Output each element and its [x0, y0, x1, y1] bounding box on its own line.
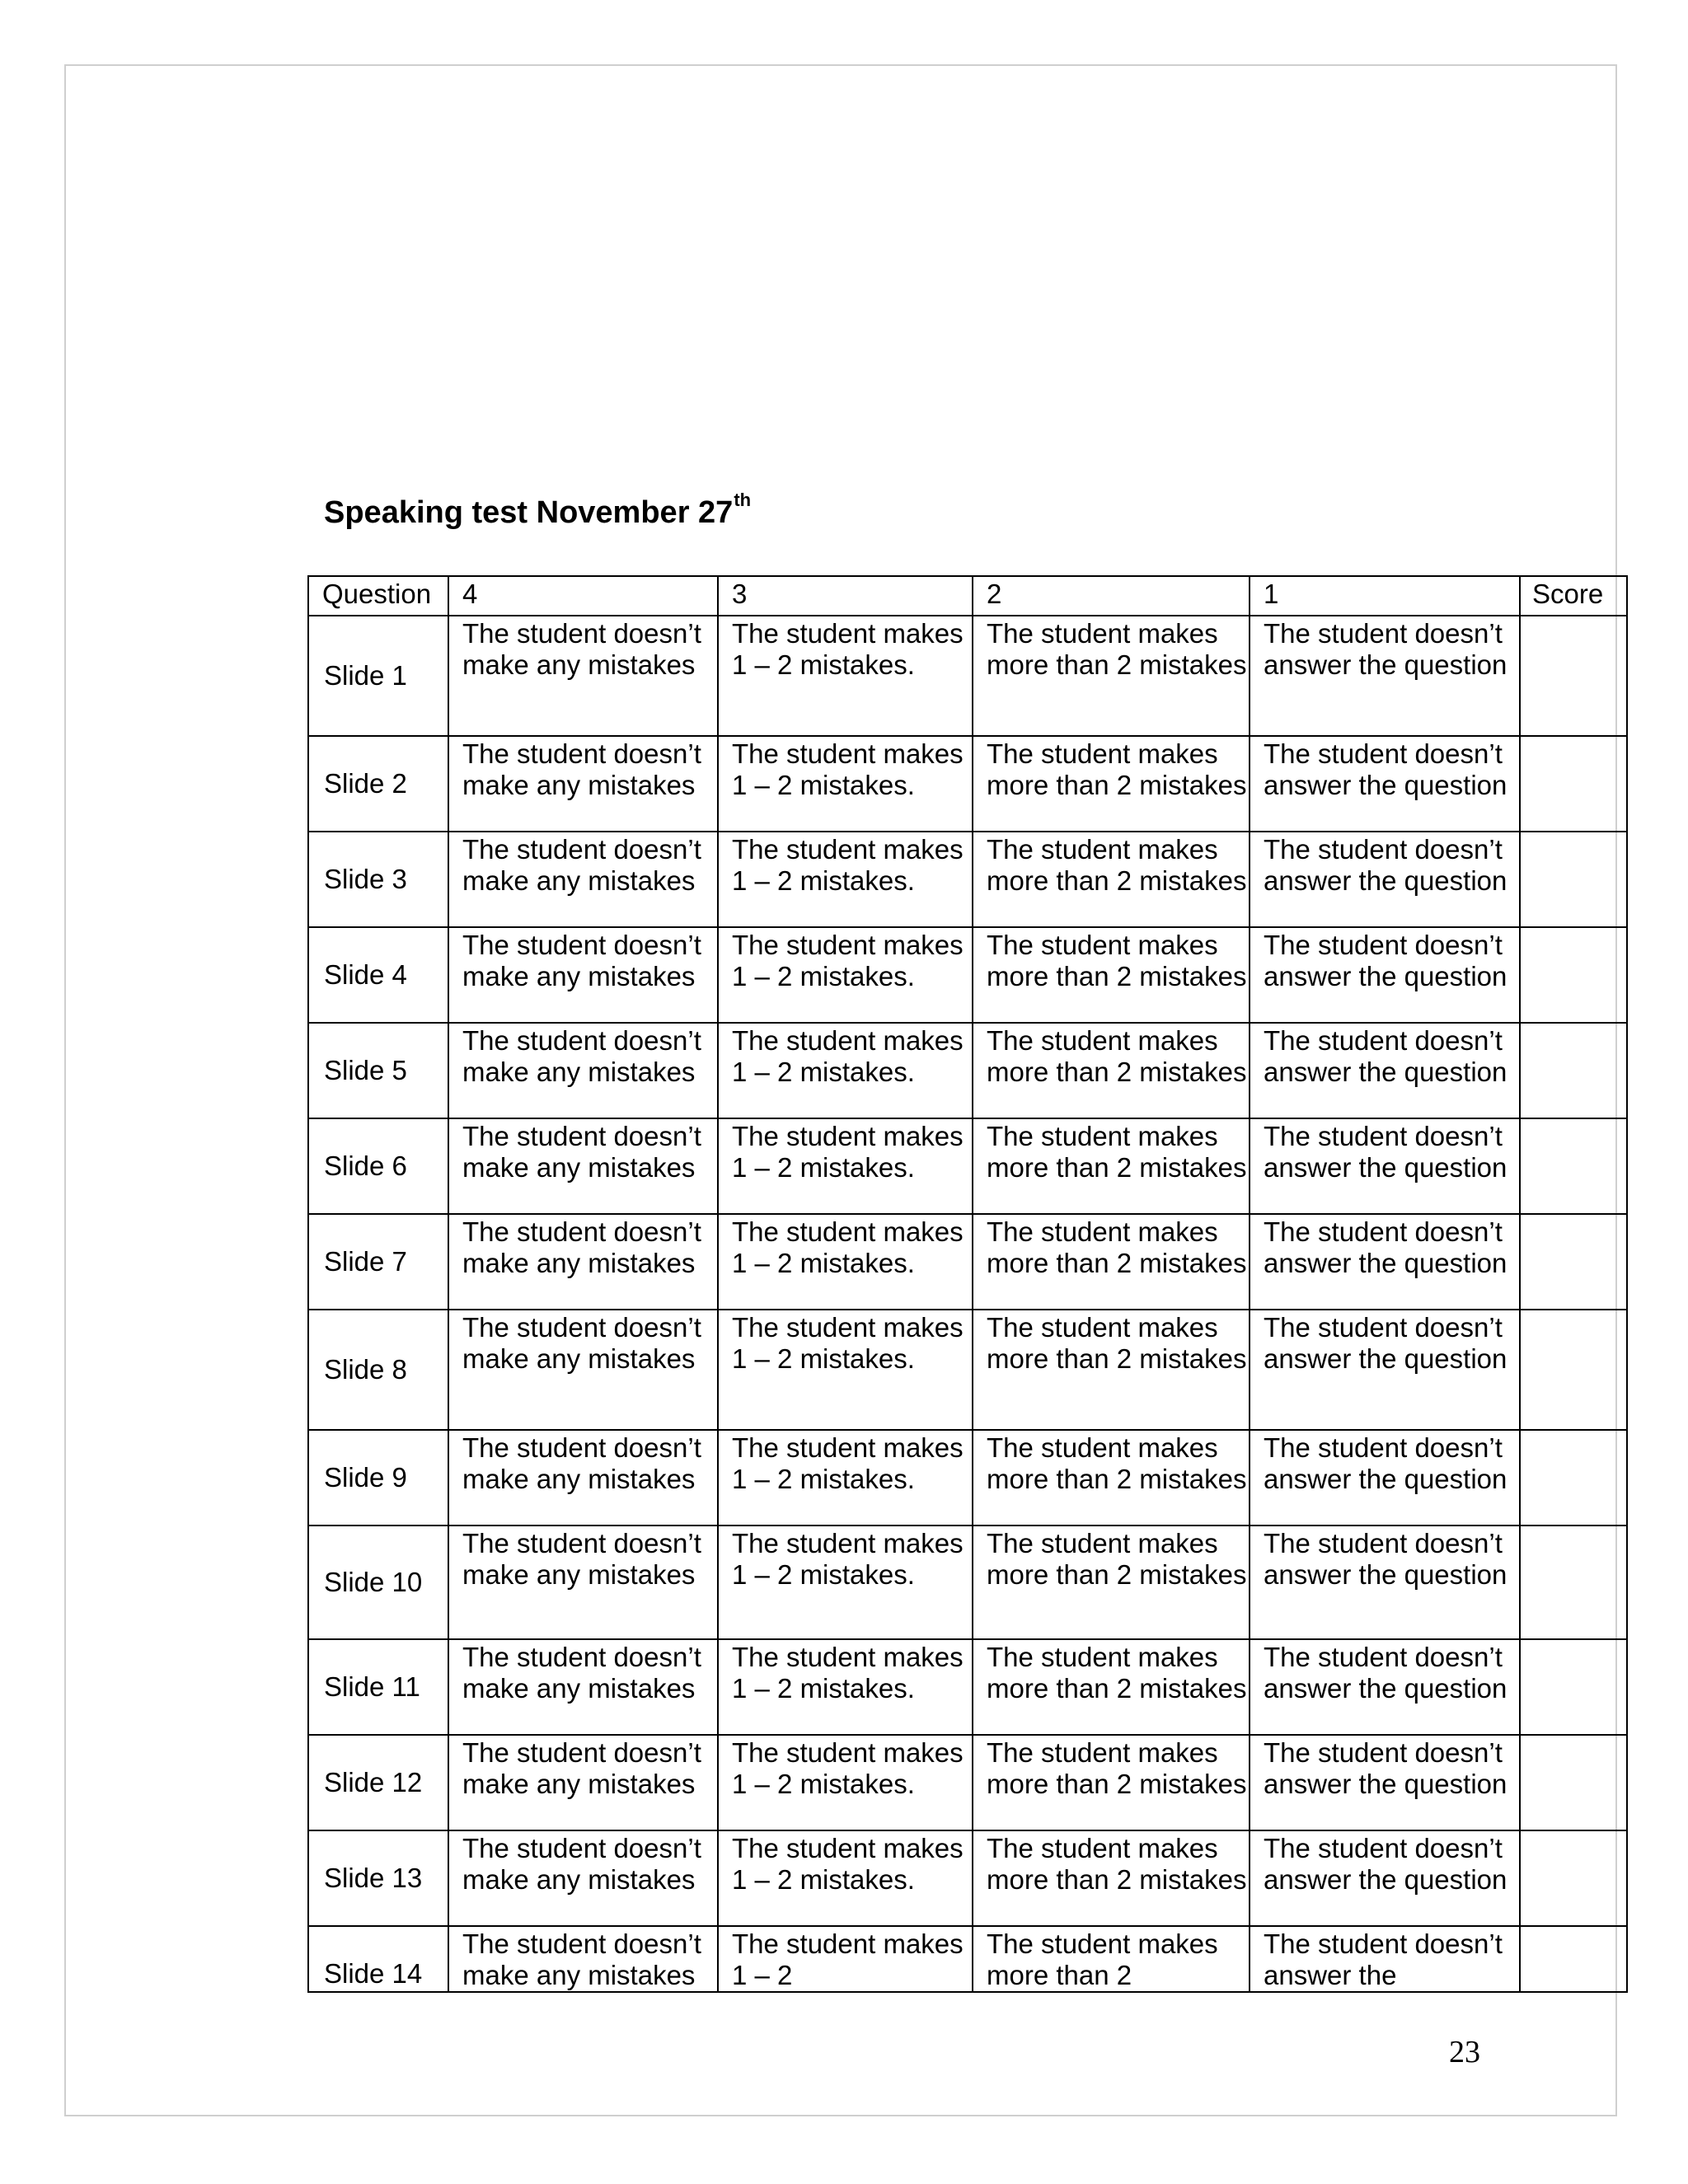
- question-cell: Slide 7: [308, 1214, 448, 1310]
- score-cell[interactable]: [1520, 832, 1627, 927]
- criterion-3-cell: The student makes 1 – 2 mistakes.: [718, 1639, 973, 1735]
- criterion-3-cell: The student makes 1 – 2 mistakes.: [718, 1310, 973, 1430]
- score-cell[interactable]: [1520, 1735, 1627, 1830]
- table-row: [308, 736, 1627, 832]
- question-cell: Slide 14: [308, 1926, 448, 1992]
- page-title-superscript: th: [734, 490, 752, 511]
- rubric-table: [307, 575, 1628, 1993]
- criterion-1-cell: The student doesn’t answer the question: [1250, 832, 1520, 927]
- score-cell[interactable]: [1520, 1023, 1627, 1118]
- criterion-2-cell: The student makes more than 2 mistakes: [973, 1214, 1250, 1310]
- criterion-4-cell: The student doesn’t make any mistakes: [448, 1526, 718, 1639]
- question-cell: Slide 13: [308, 1830, 448, 1926]
- column-header-question: Question: [308, 576, 448, 616]
- score-cell[interactable]: [1520, 1214, 1627, 1310]
- table-row: [308, 1526, 1627, 1639]
- table-row: [308, 1830, 1627, 1926]
- score-cell[interactable]: [1520, 616, 1627, 736]
- column-header-4: 4: [448, 576, 718, 616]
- question-cell: Slide 1: [308, 616, 448, 736]
- score-cell[interactable]: [1520, 1118, 1627, 1214]
- criterion-4-cell: The student doesn’t make any mistakes: [448, 1926, 718, 1992]
- table-row: [308, 616, 1627, 736]
- criterion-2-cell: The student makes more than 2 mistakes: [973, 1430, 1250, 1526]
- criterion-2-cell: The student makes more than 2 mistakes: [973, 736, 1250, 832]
- criterion-1-cell: The student doesn’t answer the question: [1250, 927, 1520, 1023]
- question-cell: Slide 8: [308, 1310, 448, 1430]
- criterion-1-cell: The student doesn’t answer the question: [1250, 1735, 1520, 1830]
- criterion-2-cell: The student makes more than 2 mistakes: [973, 1023, 1250, 1118]
- score-cell[interactable]: [1520, 736, 1627, 832]
- page-title: [324, 490, 752, 532]
- criterion-2-cell: The student makes more than 2 mistakes: [973, 927, 1250, 1023]
- criterion-2-cell: The student makes more than 2 mistakes: [973, 832, 1250, 927]
- question-cell: Slide 3: [308, 832, 448, 927]
- criterion-4-cell: The student doesn’t make any mistakes: [448, 832, 718, 927]
- column-header-score: Score: [1520, 576, 1627, 616]
- criterion-1-cell: The student doesn’t answer the question: [1250, 1023, 1520, 1118]
- criterion-3-cell: The student makes 1 – 2 mistakes.: [718, 1430, 973, 1526]
- table-row: [308, 1310, 1627, 1430]
- table-row: [308, 1926, 1627, 1992]
- question-cell: Slide 11: [308, 1639, 448, 1735]
- column-header-3: 3: [718, 576, 973, 616]
- criterion-1-cell: The student doesn’t answer the question: [1250, 1830, 1520, 1926]
- page-number: 23: [1449, 2035, 1480, 2069]
- criterion-2-cell: The student makes more than 2 mistakes: [973, 616, 1250, 736]
- criterion-4-cell: The student doesn’t make any mistakes: [448, 1310, 718, 1430]
- criterion-1-cell: The student doesn’t answer the question: [1250, 616, 1520, 736]
- criterion-2-cell: The student makes more than 2: [973, 1926, 1250, 1992]
- table-row: [308, 832, 1627, 927]
- question-cell: Slide 5: [308, 1023, 448, 1118]
- criterion-4-cell: The student doesn’t make any mistakes: [448, 1430, 718, 1526]
- score-cell[interactable]: [1520, 1310, 1627, 1430]
- criterion-4-cell: The student doesn’t make any mistakes: [448, 1118, 718, 1214]
- criterion-4-cell: The student doesn’t make any mistakes: [448, 1735, 718, 1830]
- column-header-2: 2: [973, 576, 1250, 616]
- criterion-1-cell: The student doesn’t answer the question: [1250, 1310, 1520, 1430]
- table-row: [308, 1735, 1627, 1830]
- criterion-4-cell: The student doesn’t make any mistakes: [448, 1023, 718, 1118]
- criterion-3-cell: The student makes 1 – 2 mistakes.: [718, 736, 973, 832]
- score-cell[interactable]: [1520, 1926, 1627, 1992]
- criterion-2-cell: The student makes more than 2 mistakes: [973, 1735, 1250, 1830]
- question-cell: Slide 4: [308, 927, 448, 1023]
- table-row: [308, 1118, 1627, 1214]
- criterion-1-cell: The student doesn’t answer the question: [1250, 1214, 1520, 1310]
- score-cell[interactable]: [1520, 1526, 1627, 1639]
- criterion-4-cell: The student doesn’t make any mistakes: [448, 1639, 718, 1735]
- criterion-1-cell: The student doesn’t answer the question: [1250, 736, 1520, 832]
- criterion-3-cell: The student makes 1 – 2 mistakes.: [718, 1735, 973, 1830]
- criterion-2-cell: The student makes more than 2 mistakes: [973, 1310, 1250, 1430]
- table-row: [308, 1023, 1627, 1118]
- criterion-3-cell: The student makes 1 – 2 mistakes.: [718, 832, 973, 927]
- criterion-4-cell: The student doesn’t make any mistakes: [448, 927, 718, 1023]
- page-title-text: Speaking test November 27: [324, 495, 734, 530]
- table-row: [308, 927, 1627, 1023]
- score-cell[interactable]: [1520, 927, 1627, 1023]
- criterion-4-cell: The student doesn’t make any mistakes: [448, 1830, 718, 1926]
- criterion-2-cell: The student makes more than 2 mistakes: [973, 1639, 1250, 1735]
- criterion-3-cell: The student makes 1 – 2 mistakes.: [718, 616, 973, 736]
- criterion-3-cell: The student makes 1 – 2 mistakes.: [718, 927, 973, 1023]
- criterion-4-cell: The student doesn’t make any mistakes: [448, 616, 718, 736]
- criterion-1-cell: The student doesn’t answer the: [1250, 1926, 1520, 1992]
- table-row: [308, 1430, 1627, 1526]
- criterion-4-cell: The student doesn’t make any mistakes: [448, 736, 718, 832]
- question-cell: Slide 12: [308, 1735, 448, 1830]
- criterion-3-cell: The student makes 1 – 2 mistakes.: [718, 1526, 973, 1639]
- question-cell: Slide 10: [308, 1526, 448, 1639]
- criterion-1-cell: The student doesn’t answer the question: [1250, 1639, 1520, 1735]
- criterion-3-cell: The student makes 1 – 2 mistakes.: [718, 1214, 973, 1310]
- criterion-3-cell: The student makes 1 – 2: [718, 1926, 973, 1992]
- score-cell[interactable]: [1520, 1830, 1627, 1926]
- criterion-3-cell: The student makes 1 – 2 mistakes.: [718, 1118, 973, 1214]
- question-cell: Slide 6: [308, 1118, 448, 1214]
- criterion-4-cell: The student doesn’t make any mistakes: [448, 1214, 718, 1310]
- criterion-2-cell: The student makes more than 2 mistakes: [973, 1118, 1250, 1214]
- criterion-2-cell: The student makes more than 2 mistakes: [973, 1830, 1250, 1926]
- score-cell[interactable]: [1520, 1430, 1627, 1526]
- criterion-2-cell: The student makes more than 2 mistakes: [973, 1526, 1250, 1639]
- score-cell[interactable]: [1520, 1639, 1627, 1735]
- criterion-3-cell: The student makes 1 – 2 mistakes.: [718, 1830, 973, 1926]
- criterion-1-cell: The student doesn’t answer the question: [1250, 1118, 1520, 1214]
- question-cell: Slide 2: [308, 736, 448, 832]
- table-row: [308, 1214, 1627, 1310]
- criterion-3-cell: The student makes 1 – 2 mistakes.: [718, 1023, 973, 1118]
- criterion-1-cell: The student doesn’t answer the question: [1250, 1430, 1520, 1526]
- column-header-1: 1: [1250, 576, 1520, 616]
- criterion-1-cell: The student doesn’t answer the question: [1250, 1526, 1520, 1639]
- table-row: [308, 1639, 1627, 1735]
- table-header-row: [308, 576, 1627, 616]
- question-cell: Slide 9: [308, 1430, 448, 1526]
